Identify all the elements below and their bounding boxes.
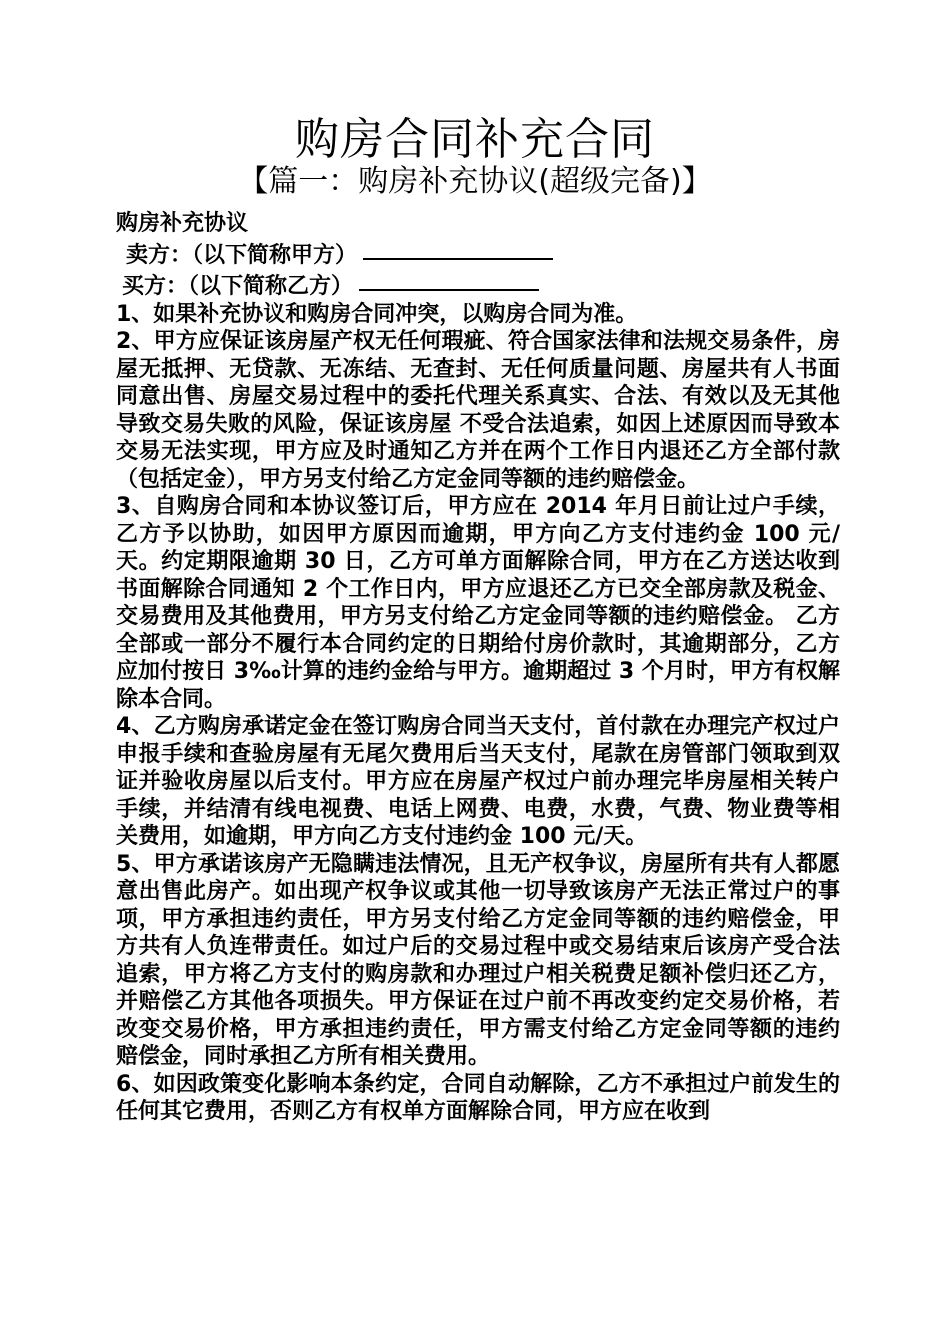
clause-6: 6、如因政策变化影响本条约定，合同自动解除，乙方不承担过户前发生的任何其它费用，否则乙方有权单方面解除合同，甲方应在收到 bbox=[116, 1071, 840, 1124]
document-body bbox=[116, 210, 840, 1126]
clause-4: 4、乙方购房承诺定金在签订购房合同当天支付，首付款在办理完产权过户申报手续和查验房屋有无尾欠费用后当天支付，尾款在房管部门领取到双证并验收房屋以后支付。甲方应在房屋产权过户前办理完毕房屋相关转户手续，并结清有线电视费、电话上网费、电费，水费，气费、物业费等相关费用，如逾期，甲方向乙方支付违约金 100 元/天。 bbox=[116, 714, 840, 849]
clause-1: 1、如果补充协议和购房合同冲突，以购房合同为准。 bbox=[116, 301, 638, 327]
buyer-label: 买方：（以下简称乙方） bbox=[122, 274, 354, 299]
seller-line bbox=[116, 238, 840, 270]
buyer-blank bbox=[359, 267, 539, 291]
clause-2: 2、甲方应保证该房屋产权无任何瑕疵、符合国家法律和法规交易条件，房屋无抵押、无贷款、无冻结、无查封、无任何质量问题、房屋共有人书面同意出售、房屋交易过程中的委托代理关系真实、合法、有效以及无其他导致交易失败的风险，保证该房屋 不受合法追索，如因上述原因而导致本交易无法实现，甲方应及时通知乙方并在两个工作日内退还乙方全部付款（包括定金），甲方另支付给乙方定金同等额的违约赔偿金。 bbox=[116, 329, 840, 492]
agreement-heading: 购房补充协议 bbox=[116, 211, 249, 236]
buyer-line bbox=[116, 269, 840, 301]
document-subtitle: 【篇一：购房补充协议(超级完备)】 bbox=[238, 164, 712, 199]
clause-5: 5、甲方承诺该房产无隐瞒违法情况，且无产权争议，房屋所有共有人都愿意出售此房产。如出现产权争议或其他一切导致该房产无法正常过户的事项，甲方承担违约责任，甲方另支付给乙方定金同等额的违约赔偿金，甲方共有人负连带责任。如过户后的交易过程中或交易结束后该房产受合法追索，甲方将乙方支付的购房款和办理过户相关税费足额补偿归还乙方，并赔偿乙方其他各项损失。甲方保证在过户前不再改变约定交易价格，若改变交易价格，甲方承担违约责任，甲方需支付给乙方定金同等额的违约赔偿金，同时承担乙方所有相关费用。 bbox=[116, 851, 840, 1069]
seller-label: 卖方：（以下简称甲方） bbox=[126, 242, 358, 268]
document-title: 购房合同补充合同 bbox=[295, 114, 655, 165]
clause-3: 3、自购房合同和本协议签订后，甲方应在 2014 年月日前让过户手续，乙方予以协助，如因甲方原因而逾期，甲方向乙方支付违约金 100 元/天。约定期限逾期 30 日，乙方可单方面解除合同，甲方在乙方送达收到书面解除合同通知 2 个工作日内，甲方应退还乙方已交全部房款及税金、交易费用及其他费用，甲方另支付给乙方定金同等额的违约赔偿金。 乙方全部或一部分不履行本合同约定的日期给付房价款时，其逾期部分，乙方应加付按日 3‰计算的违约金给与甲方。逾期超过 3 个月时，甲方有权解除本合同。 bbox=[116, 494, 840, 712]
seller-blank bbox=[363, 236, 553, 260]
